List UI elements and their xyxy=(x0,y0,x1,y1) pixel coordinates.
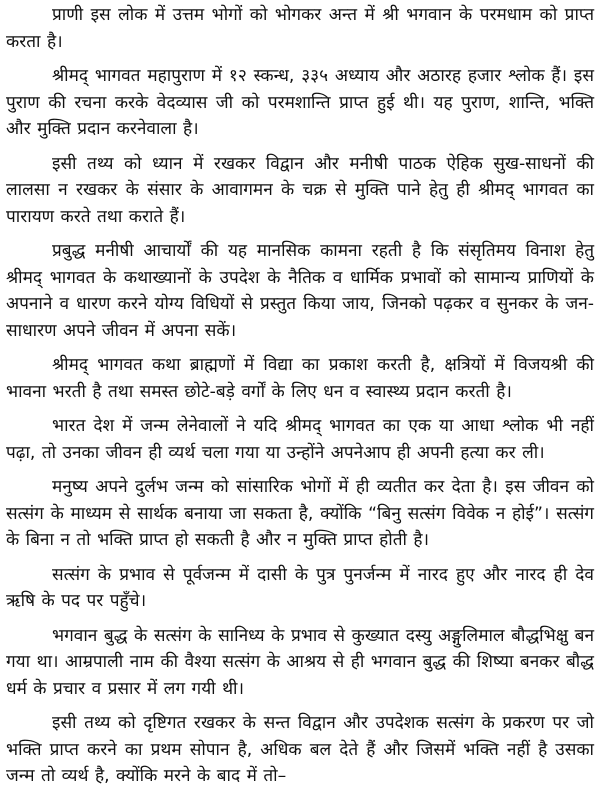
paragraph: भगवान बुद्ध के सत्संग के सानिध्य के प्रभाव से कुख्यात दस्यु अङ्गुलिमाल बौद्धभिक्षु बन गया था। आम्रपाली नाम की वैश्या सत्संग के आश्रय से ही भगवान बुद्ध की शिष्या बनकर बौद्ध धर्म के प्रचार व प्रसार में लग गयी थी। xyxy=(6,625,594,699)
paragraph: श्रीमद् भागवत कथा ब्राह्मणों में विद्या का प्रकाश करती है, क्षत्रियों में विजयश्री की भावना भरती है तथा समस्त छोटे-बड़े वर्गों के लिए धन व स्वास्थ्य प्रदान करती है। xyxy=(6,355,594,402)
paragraph: भारत देश में जन्म लेनेवालों ने यदि श्रीमद् भागवत का एक या आधा श्लोक भी नहीं पढ़ा, तो उनका जीवन ही व्यर्थ चला गया या उन्होंने अपनेआप ही अपनी हत्या कर ली। xyxy=(6,416,594,463)
paragraph: मनुष्य अपने दुर्लभ जन्म को सांसारिक भोगों में ही व्यतीत कर देता है। इस जीवन को सत्संग के माध्यम से सार्थक बनाया जा सकता है, क्योंकि “बिनु सत्संग विवेक न होई”। सत्संग के बिना न तो भक्ति प्राप्त हो सकती है और न मुक्ति प्राप्त होती है। xyxy=(6,477,594,550)
paragraph: इसी तथ्य को ध्यान में रखकर विद्वान और मनीषी पाठक ऐहिक सुख-साधनों की लालसा न रखकर के संसार के आवागमन के चक्र से मुक्ति पाने हेतु ही श्रीमद् भागवत का पारायण करते तथा कराते हैं। xyxy=(6,153,594,227)
paragraph: सत्संग के प्रभाव से पूर्वजन्म में दासी के पुत्र पुनर्जन्म में नारद हुए और नारद ही देव ऋषि के पद पर पहुँचे। xyxy=(6,564,594,611)
paragraph: श्रीमद् भागवत महापुराण में १२ स्कन्ध, ३३५ अध्याय और अठारह हजार श्लोक हैं। इस पुराण की रचना करके वेदव्यास जी को परमशान्ति प्राप्त हुई थी। यह पुराण, शान्ति, भक्ति और मुक्ति प्रदान करनेवाला है। xyxy=(6,66,594,139)
paragraph: इसी तथ्य को दृष्टिगत रखकर के सन्त विद्वान और उपदेशक सत्संग के प्रकरण पर जो भक्ति प्राप्त करने का प्रथम सोपान है, अधिक बल देते हैं और जिसमें भक्ति नहीं है उसका जन्म तो व्यर्थ है, क्योंकि मरने के बाद में तो– xyxy=(6,713,594,786)
paragraph: प्राणी इस लोक में उत्तम भोगों को भोगकर अन्त में श्री भगवान के परमधाम को प्राप्त करता है। xyxy=(6,5,594,52)
paragraph: प्रबुद्ध मनीषी आचार्यों की यह मानसिक कामना रहती है कि संसृतिमय विनाश हेतु श्रीमद् भागवत के कथाख्यानों के उपदेश के नैतिक व धार्मिक प्रभावों को सामान्य प्राणियों के अपनाने व धारण करने योग्य विधियों से प्रस्तुत किया जाय, जिनको पढ़कर व सुनकर के जन-साधारण अपने जीवन में अपना सकें। xyxy=(6,241,594,341)
